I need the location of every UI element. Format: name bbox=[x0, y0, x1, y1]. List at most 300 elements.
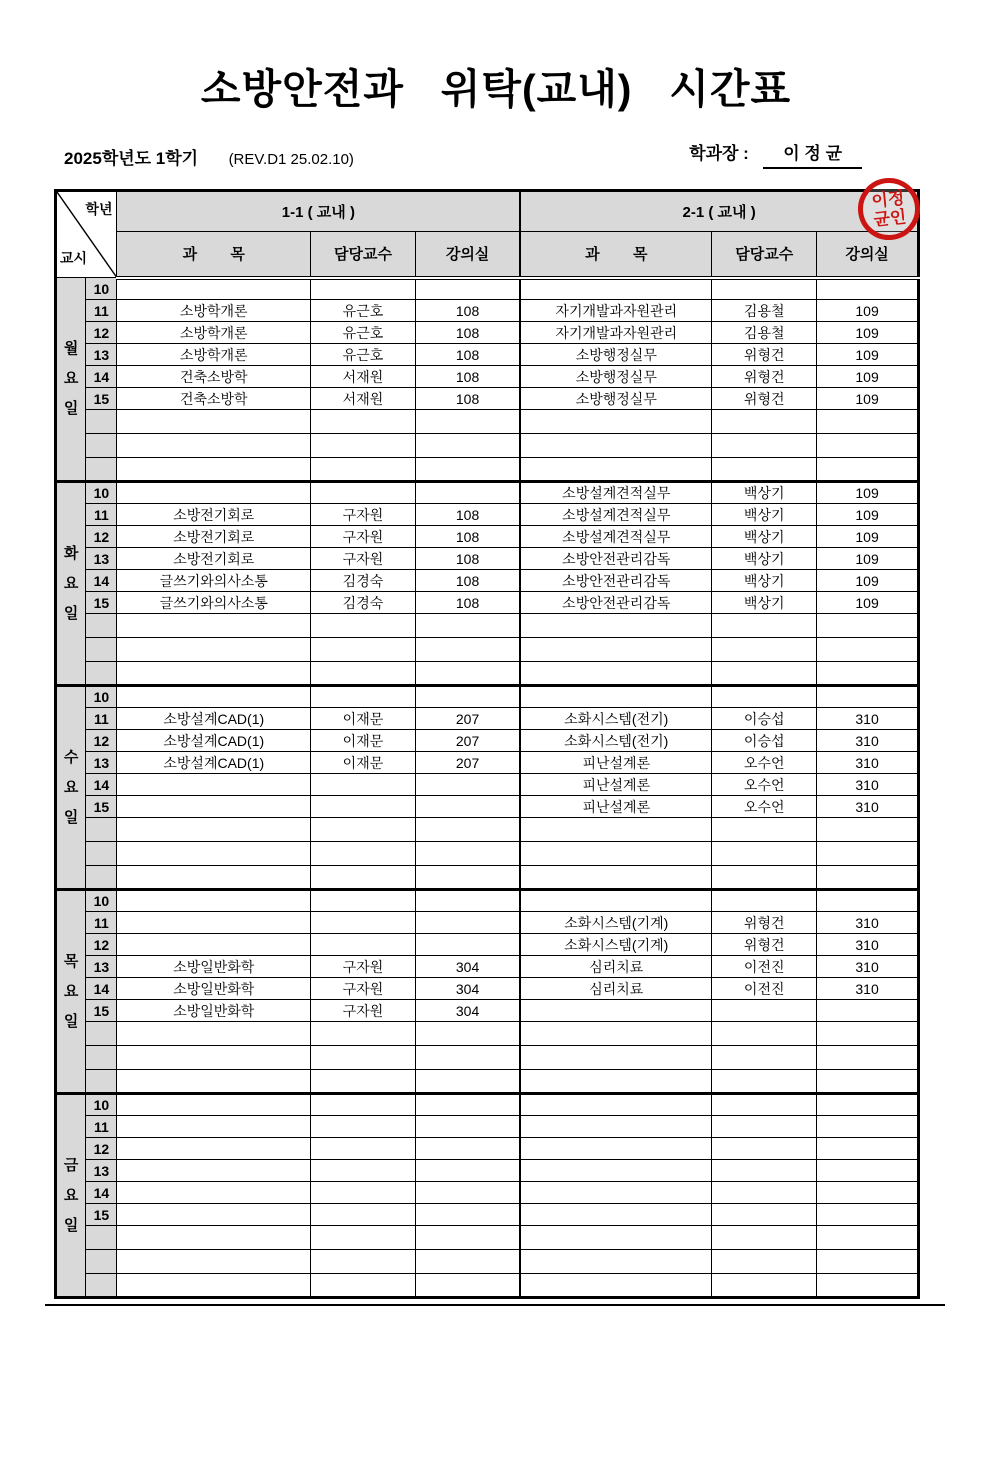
room-cell bbox=[817, 638, 919, 662]
subject-column-header: 과 목 bbox=[117, 232, 311, 278]
timetable-row bbox=[56, 866, 919, 890]
professor-cell bbox=[311, 1070, 416, 1094]
room-cell bbox=[415, 1070, 520, 1094]
professor-cell: 이전진 bbox=[712, 956, 817, 978]
period-cell: 15 bbox=[86, 1000, 117, 1022]
subject-cell bbox=[117, 866, 311, 890]
professor-cell bbox=[311, 662, 416, 686]
timetable-row bbox=[56, 300, 919, 322]
professor-cell bbox=[712, 842, 817, 866]
professor-cell: 오수언 bbox=[712, 796, 817, 818]
room-cell: 207 bbox=[415, 730, 520, 752]
professor-cell bbox=[311, 890, 416, 912]
timetable-row bbox=[56, 344, 919, 366]
room-cell: 207 bbox=[415, 708, 520, 730]
page-title: 소방안전과 위탁(교내) 시간표 bbox=[200, 66, 792, 112]
room-cell: 108 bbox=[415, 322, 520, 344]
room-cell: 108 bbox=[415, 526, 520, 548]
professor-cell bbox=[311, 686, 416, 708]
room-cell bbox=[817, 1226, 919, 1250]
professor-cell bbox=[712, 1274, 817, 1298]
subject-cell: 소방행정실무 bbox=[520, 344, 712, 366]
period-cell: 11 bbox=[86, 708, 117, 730]
revision-label: (REV.D1 25.02.10) bbox=[228, 151, 354, 168]
room-cell bbox=[415, 1094, 520, 1116]
subject-cell bbox=[117, 1274, 311, 1298]
subject-cell bbox=[520, 434, 712, 458]
room-cell: 109 bbox=[817, 322, 919, 344]
room-cell bbox=[415, 662, 520, 686]
period-cell: 10 bbox=[86, 686, 117, 708]
timetable-row bbox=[56, 638, 919, 662]
subject-cell bbox=[117, 614, 311, 638]
professor-cell bbox=[311, 866, 416, 890]
room-cell: 310 bbox=[817, 934, 919, 956]
subject-cell bbox=[117, 662, 311, 686]
period-cell: 10 bbox=[86, 890, 117, 912]
timetable-row bbox=[56, 662, 919, 686]
meta-row bbox=[0, 141, 992, 171]
professor-cell bbox=[311, 434, 416, 458]
timetable-row bbox=[56, 592, 919, 614]
professor-cell bbox=[311, 1046, 416, 1070]
period-cell bbox=[86, 1022, 117, 1046]
room-cell: 109 bbox=[817, 388, 919, 410]
period-cell: 15 bbox=[86, 388, 117, 410]
room-cell bbox=[817, 662, 919, 686]
room-cell: 108 bbox=[415, 592, 520, 614]
professor-cell: 김경숙 bbox=[311, 570, 416, 592]
room-cell bbox=[415, 1160, 520, 1182]
period-cell bbox=[86, 662, 117, 686]
room-cell: 310 bbox=[817, 730, 919, 752]
period-cell: 12 bbox=[86, 322, 117, 344]
room-cell bbox=[817, 1138, 919, 1160]
professor-cell bbox=[712, 662, 817, 686]
period-cell bbox=[86, 1046, 117, 1070]
room-cell bbox=[415, 614, 520, 638]
subject-cell bbox=[117, 1138, 311, 1160]
period-cell bbox=[86, 1274, 117, 1298]
room-cell: 108 bbox=[415, 344, 520, 366]
room-cell bbox=[817, 1116, 919, 1138]
professor-cell bbox=[311, 934, 416, 956]
period-cell: 11 bbox=[86, 300, 117, 322]
chair-label: 학과장 : bbox=[689, 144, 749, 163]
timetable-row bbox=[56, 614, 919, 638]
subject-cell bbox=[520, 1070, 712, 1094]
subject-cell bbox=[117, 686, 311, 708]
room-cell bbox=[415, 866, 520, 890]
timetable-row bbox=[56, 1182, 919, 1204]
timetable-row bbox=[56, 322, 919, 344]
day-label: 수 요 일 bbox=[56, 686, 86, 890]
professor-cell bbox=[311, 842, 416, 866]
professor-column-header: 담당교수 bbox=[311, 232, 416, 278]
approval-stamp-icon bbox=[853, 173, 926, 246]
professor-cell bbox=[712, 686, 817, 708]
room-cell: 109 bbox=[817, 366, 919, 388]
professor-cell bbox=[311, 278, 416, 300]
subject-cell: 소방행정실무 bbox=[520, 366, 712, 388]
timetable-row bbox=[56, 1070, 919, 1094]
timetable-row bbox=[56, 912, 919, 934]
room-cell: 310 bbox=[817, 956, 919, 978]
subject-cell: 소방행정실무 bbox=[520, 388, 712, 410]
period-cell: 12 bbox=[86, 730, 117, 752]
room-cell: 304 bbox=[415, 978, 520, 1000]
room-cell: 109 bbox=[817, 526, 919, 548]
professor-cell bbox=[311, 1138, 416, 1160]
room-cell bbox=[817, 1022, 919, 1046]
timetable-row bbox=[56, 570, 919, 592]
subject-cell: 심리치료 bbox=[520, 956, 712, 978]
subject-cell bbox=[117, 1160, 311, 1182]
subject-cell: 소방안전관리감독 bbox=[520, 592, 712, 614]
professor-cell bbox=[311, 1250, 416, 1274]
subject-cell: 소방전기회로 bbox=[117, 548, 311, 570]
room-cell bbox=[415, 1250, 520, 1274]
professor-cell bbox=[712, 614, 817, 638]
period-cell bbox=[86, 1250, 117, 1274]
subject-cell: 글쓰기와의사소통 bbox=[117, 592, 311, 614]
timetable-row bbox=[56, 1094, 919, 1116]
day-label: 화 요 일 bbox=[56, 482, 86, 686]
room-cell bbox=[415, 1226, 520, 1250]
professor-cell bbox=[712, 638, 817, 662]
professor-column-header: 담당교수 bbox=[712, 232, 817, 278]
professor-cell: 유근호 bbox=[311, 300, 416, 322]
subject-cell bbox=[520, 1094, 712, 1116]
period-cell: 10 bbox=[86, 1094, 117, 1116]
subject-cell bbox=[520, 1046, 712, 1070]
chair-name: 이 정 균 bbox=[763, 139, 862, 169]
subject-cell: 소방일반화학 bbox=[117, 956, 311, 978]
timetable-row bbox=[56, 1000, 919, 1022]
subject-cell: 소방설계CAD(1) bbox=[117, 730, 311, 752]
subject-cell bbox=[520, 818, 712, 842]
subject-cell: 소방설계CAD(1) bbox=[117, 708, 311, 730]
period-cell: 15 bbox=[86, 796, 117, 818]
day-label: 월 요 일 bbox=[56, 278, 86, 482]
subject-cell bbox=[520, 1204, 712, 1226]
subject-cell: 소방학개론 bbox=[117, 322, 311, 344]
subject-cell bbox=[520, 278, 712, 300]
timetable-row bbox=[56, 730, 919, 752]
room-cell: 207 bbox=[415, 752, 520, 774]
professor-cell bbox=[712, 1138, 817, 1160]
room-cell bbox=[817, 1182, 919, 1204]
professor-cell bbox=[712, 818, 817, 842]
section-header-1-1: 1-1 ( 교내 ) bbox=[117, 191, 520, 232]
subject-cell: 자기개발과자원관리 bbox=[520, 300, 712, 322]
room-cell: 109 bbox=[817, 482, 919, 504]
subject-cell bbox=[520, 890, 712, 912]
period-cell: 11 bbox=[86, 504, 117, 526]
room-cell bbox=[817, 866, 919, 890]
professor-cell bbox=[311, 1204, 416, 1226]
professor-cell bbox=[311, 818, 416, 842]
room-cell bbox=[415, 796, 520, 818]
subject-cell bbox=[117, 1226, 311, 1250]
timetable-row bbox=[56, 458, 919, 482]
subject-cell bbox=[117, 818, 311, 842]
subject-cell: 피난설계론 bbox=[520, 774, 712, 796]
room-cell bbox=[817, 278, 919, 300]
room-cell: 310 bbox=[817, 912, 919, 934]
subject-cell bbox=[520, 686, 712, 708]
professor-cell bbox=[712, 1046, 817, 1070]
room-cell bbox=[415, 818, 520, 842]
room-cell: 108 bbox=[415, 366, 520, 388]
subject-cell: 소화시스템(기계) bbox=[520, 934, 712, 956]
subject-cell: 소방학개론 bbox=[117, 344, 311, 366]
subject-cell bbox=[520, 662, 712, 686]
room-cell: 108 bbox=[415, 570, 520, 592]
professor-cell: 백상기 bbox=[712, 570, 817, 592]
room-cell: 108 bbox=[415, 548, 520, 570]
period-cell: 15 bbox=[86, 1204, 117, 1226]
subject-cell: 소방전기회로 bbox=[117, 504, 311, 526]
professor-cell bbox=[311, 458, 416, 482]
professor-cell: 이재문 bbox=[311, 752, 416, 774]
timetable-row bbox=[56, 842, 919, 866]
period-cell: 15 bbox=[86, 592, 117, 614]
room-cell bbox=[415, 774, 520, 796]
room-cell bbox=[415, 434, 520, 458]
subject-cell bbox=[117, 890, 311, 912]
timetable-row bbox=[56, 504, 919, 526]
timetable-row bbox=[56, 1274, 919, 1298]
timetable-row bbox=[56, 482, 919, 504]
period-cell: 11 bbox=[86, 1116, 117, 1138]
professor-cell bbox=[311, 796, 416, 818]
subject-cell bbox=[520, 1022, 712, 1046]
subject-column-header: 과 목 bbox=[520, 232, 712, 278]
room-cell bbox=[817, 1094, 919, 1116]
timetable-row bbox=[56, 1046, 919, 1070]
period-cell: 11 bbox=[86, 912, 117, 934]
professor-cell: 유근호 bbox=[311, 344, 416, 366]
professor-cell bbox=[311, 1094, 416, 1116]
professor-cell: 구자원 bbox=[311, 1000, 416, 1022]
subject-cell: 피난설계론 bbox=[520, 752, 712, 774]
professor-cell bbox=[311, 1226, 416, 1250]
subject-cell bbox=[117, 1204, 311, 1226]
subject-cell: 소방설계견적실무 bbox=[520, 482, 712, 504]
timetable-row bbox=[56, 752, 919, 774]
period-cell: 10 bbox=[86, 278, 117, 300]
subject-cell bbox=[117, 410, 311, 434]
professor-cell bbox=[712, 458, 817, 482]
subject-cell bbox=[117, 1094, 311, 1116]
subject-cell: 심리치료 bbox=[520, 978, 712, 1000]
subject-cell: 소방설계CAD(1) bbox=[117, 752, 311, 774]
professor-cell: 이재문 bbox=[311, 708, 416, 730]
room-cell bbox=[415, 638, 520, 662]
period-cell: 12 bbox=[86, 1138, 117, 1160]
professor-cell: 백상기 bbox=[712, 592, 817, 614]
professor-cell: 백상기 bbox=[712, 504, 817, 526]
room-cell bbox=[817, 1070, 919, 1094]
subject-cell: 소방전기회로 bbox=[117, 526, 311, 548]
meta-right bbox=[689, 139, 862, 169]
room-cell: 304 bbox=[415, 1000, 520, 1022]
subject-cell bbox=[117, 458, 311, 482]
room-cell bbox=[415, 890, 520, 912]
subject-cell bbox=[520, 1000, 712, 1022]
subject-cell bbox=[117, 1182, 311, 1204]
timetable-row bbox=[56, 548, 919, 570]
period-cell: 10 bbox=[86, 482, 117, 504]
professor-cell bbox=[311, 482, 416, 504]
meta-left bbox=[64, 144, 354, 169]
professor-cell: 이승섭 bbox=[712, 708, 817, 730]
professor-cell bbox=[712, 890, 817, 912]
subject-cell bbox=[520, 1182, 712, 1204]
period-axis-label: 교시 bbox=[60, 250, 88, 266]
timetable-row bbox=[56, 934, 919, 956]
semester-label: 2025학년도 1학기 bbox=[64, 149, 199, 168]
period-cell bbox=[86, 614, 117, 638]
room-cell bbox=[415, 410, 520, 434]
period-cell: 14 bbox=[86, 774, 117, 796]
period-cell: 13 bbox=[86, 1160, 117, 1182]
timetable-row bbox=[56, 388, 919, 410]
room-cell: 109 bbox=[817, 570, 919, 592]
room-cell bbox=[817, 1204, 919, 1226]
room-cell bbox=[415, 1046, 520, 1070]
subject-cell bbox=[520, 1274, 712, 1298]
professor-cell: 구자원 bbox=[311, 504, 416, 526]
room-cell: 109 bbox=[817, 344, 919, 366]
timetable-row bbox=[56, 708, 919, 730]
svg-text:균인: 균인 bbox=[872, 207, 908, 230]
timetable-row bbox=[56, 1226, 919, 1250]
room-cell: 310 bbox=[817, 752, 919, 774]
subject-cell bbox=[520, 458, 712, 482]
professor-cell: 김경숙 bbox=[311, 592, 416, 614]
room-cell: 310 bbox=[817, 708, 919, 730]
period-cell bbox=[86, 818, 117, 842]
timetable-row bbox=[56, 686, 919, 708]
room-column-header: 강의실 bbox=[817, 232, 919, 278]
professor-cell bbox=[712, 278, 817, 300]
professor-cell: 서재원 bbox=[311, 366, 416, 388]
timetable-row bbox=[56, 796, 919, 818]
timetable-row bbox=[56, 1022, 919, 1046]
room-cell bbox=[817, 818, 919, 842]
subject-cell: 글쓰기와의사소통 bbox=[117, 570, 311, 592]
period-cell: 13 bbox=[86, 752, 117, 774]
professor-cell: 위형건 bbox=[712, 344, 817, 366]
subject-cell: 건축소방학 bbox=[117, 366, 311, 388]
period-cell bbox=[86, 638, 117, 662]
grade-axis-label: 학년 bbox=[85, 201, 113, 217]
professor-cell bbox=[712, 1226, 817, 1250]
room-cell: 109 bbox=[817, 504, 919, 526]
room-cell bbox=[415, 278, 520, 300]
room-cell: 310 bbox=[817, 774, 919, 796]
room-cell bbox=[817, 614, 919, 638]
footer-rule bbox=[45, 1304, 945, 1306]
subject-cell bbox=[520, 1138, 712, 1160]
room-cell bbox=[817, 458, 919, 482]
svg-text:이정: 이정 bbox=[870, 188, 906, 211]
subject-cell: 소방안전관리감독 bbox=[520, 548, 712, 570]
professor-cell bbox=[712, 1022, 817, 1046]
timetable-body bbox=[56, 278, 919, 1298]
timetable-row bbox=[56, 890, 919, 912]
room-column-header: 강의실 bbox=[415, 232, 520, 278]
room-cell bbox=[415, 842, 520, 866]
professor-cell bbox=[311, 1116, 416, 1138]
room-cell: 109 bbox=[817, 300, 919, 322]
subject-cell: 소화시스템(기계) bbox=[520, 912, 712, 934]
subject-cell: 자기개발과자원관리 bbox=[520, 322, 712, 344]
room-cell bbox=[817, 410, 919, 434]
room-cell bbox=[415, 1116, 520, 1138]
period-cell bbox=[86, 1226, 117, 1250]
professor-cell: 위형건 bbox=[712, 366, 817, 388]
professor-cell: 구자원 bbox=[311, 956, 416, 978]
timetable-row bbox=[56, 366, 919, 388]
subject-cell bbox=[520, 866, 712, 890]
timetable-row bbox=[56, 278, 919, 300]
period-cell: 14 bbox=[86, 978, 117, 1000]
subject-cell bbox=[117, 482, 311, 504]
subject-cell: 소방일반화학 bbox=[117, 978, 311, 1000]
subject-cell bbox=[117, 934, 311, 956]
timetable-row bbox=[56, 1204, 919, 1226]
room-cell: 108 bbox=[415, 300, 520, 322]
room-cell: 109 bbox=[817, 592, 919, 614]
professor-cell: 위형건 bbox=[712, 388, 817, 410]
professor-cell: 구자원 bbox=[311, 526, 416, 548]
period-cell: 12 bbox=[86, 934, 117, 956]
room-cell: 304 bbox=[415, 956, 520, 978]
room-cell bbox=[817, 686, 919, 708]
subject-cell bbox=[520, 638, 712, 662]
professor-cell bbox=[311, 1022, 416, 1046]
timetable-row bbox=[56, 1116, 919, 1138]
subject-cell bbox=[117, 1046, 311, 1070]
corner-cell bbox=[56, 191, 117, 278]
professor-cell bbox=[712, 434, 817, 458]
room-cell bbox=[415, 482, 520, 504]
professor-cell bbox=[311, 410, 416, 434]
timetable-row bbox=[56, 526, 919, 548]
subject-cell bbox=[520, 1250, 712, 1274]
room-cell bbox=[415, 1022, 520, 1046]
professor-cell bbox=[712, 1182, 817, 1204]
professor-cell bbox=[712, 1204, 817, 1226]
subject-cell: 소방설계견적실무 bbox=[520, 526, 712, 548]
subject-cell: 소방일반화학 bbox=[117, 1000, 311, 1022]
professor-cell: 이재문 bbox=[311, 730, 416, 752]
day-label: 목 요 일 bbox=[56, 890, 86, 1094]
professor-cell: 김용철 bbox=[712, 322, 817, 344]
room-cell bbox=[415, 1274, 520, 1298]
subject-cell bbox=[520, 1116, 712, 1138]
period-cell: 14 bbox=[86, 366, 117, 388]
subject-cell bbox=[117, 1022, 311, 1046]
professor-cell bbox=[712, 1070, 817, 1094]
professor-cell bbox=[712, 1250, 817, 1274]
room-cell bbox=[817, 842, 919, 866]
period-cell: 13 bbox=[86, 548, 117, 570]
subject-cell bbox=[117, 1250, 311, 1274]
